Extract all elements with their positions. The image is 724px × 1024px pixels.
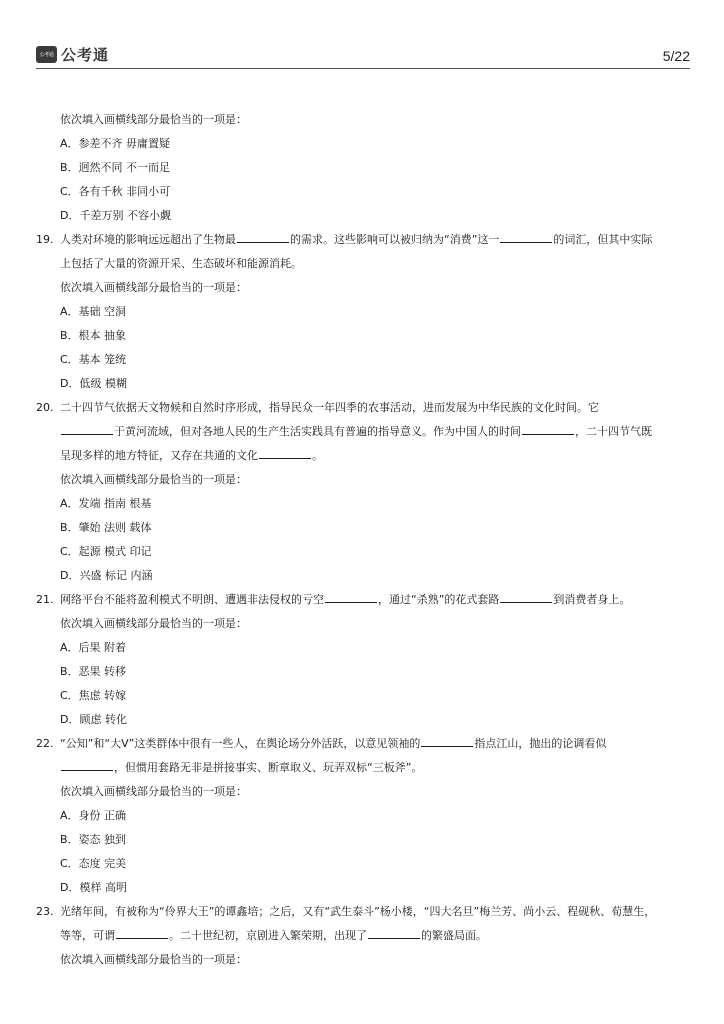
question-20-line-1: 20. 二十四节气依据天文物候和自然时序形成，指导民众一年四季的农事活动，进而发展为中华民族的文化时间。它 [36,396,686,420]
option-c: C．态度 完美 [60,857,127,870]
option-b: B．迥然不同 不一而足 [60,161,171,174]
document-body [36,108,686,972]
fill-blank [237,232,289,243]
header-divider [36,68,690,69]
brand-logo [36,44,109,65]
option-d: D．兴盛 标记 内涵 [60,569,153,582]
question-number: 23. [36,905,54,918]
question-23-line-2: 等等，可谓 。二十世纪初，京剧进入繁荣期，出现了 的繁盛局面。 [60,929,487,942]
fill-blank [61,760,113,771]
fill-blank [421,736,473,747]
fill-blank [368,928,420,939]
page-number: 5/22 [662,48,690,64]
question-number: 22. [36,737,54,750]
option-c: C．起源 模式 印记 [60,545,152,558]
fill-blank [116,928,168,939]
option-c: C．焦虑 转嫁 [60,689,127,702]
option-d: D．千差万别 不容小觑 [60,209,171,222]
question-20-line-2: 于黄河流域，但对各地人民的生产生活实践具有普遍的指导意义。作为中国人的时间 ，二十四节气既 [36,420,686,444]
fill-blank [500,592,552,603]
logo-icon: 公考通 [36,46,57,63]
question-prompt: 依次填入画横线部分最恰当的一项是： [60,473,247,486]
question-prompt: 依次填入画横线部分最恰当的一项是： [60,617,247,630]
question-number: 21. [36,593,54,606]
option-a: A．发端 指南 根基 [60,497,152,510]
fill-blank [61,424,113,435]
option-c: C．各有千秋 非同小可 [60,185,171,198]
question-prompt: 依次填入画横线部分最恰当的一项是： [60,281,247,294]
option-d: D．低级 模糊 [60,377,127,390]
question-20-line-3: 呈现多样的地方特征，又存在共通的文化 。 [60,449,323,462]
question-19-line-1: 19. 人类对环境的影响远远超出了生物最 的需求。这些影响可以被归纳为“消费”这一 的词汇，但其中实际 [36,228,686,252]
option-d: D．模样 高明 [60,881,127,894]
question-prompt: 依次填入画横线部分最恰当的一项是： [60,113,247,126]
option-a: A．身份 正确 [60,809,127,822]
question-prompt: 依次填入画横线部分最恰当的一项是： [60,953,247,966]
question-22-line-2: ，但惯用套路无非是拼接事实、断章取义、玩弄双标“三板斧”。 [36,756,686,780]
fill-blank [500,232,552,243]
question-prompt: 依次填入画横线部分最恰当的一项是： [60,785,247,798]
question-number: 19. [36,233,54,246]
option-a: A．后果 附着 [60,641,127,654]
page-header [36,44,690,68]
option-b: B．肇始 法则 载体 [60,521,152,534]
option-d: D．顾虑 转化 [60,713,127,726]
question-23-line-1: 23. 光绪年间，有被称为“伶界大王”的谭鑫培；之后，又有“武生泰斗”杨小楼，“四大名旦”梅兰芳、尚小云、程砚秋、荀慧生， [36,900,686,924]
fill-blank [259,448,311,459]
option-a: A．基础 空洞 [60,305,127,318]
fill-blank [325,592,377,603]
option-b: B．根本 抽象 [60,329,127,342]
option-a: A．参差不齐 毋庸置疑 [60,137,171,150]
option-b: B．恶果 转移 [60,665,127,678]
fill-blank [522,424,574,435]
question-22-line-1: 22. “公知”和“大V”这类群体中很有一些人，在舆论场分外活跃，以意见领袖的 指点江山，抛出的论调看似 [36,732,686,756]
logo-text: 公考通 [61,46,110,64]
question-number: 20. [36,401,54,414]
option-b: B．姿态 独到 [60,833,127,846]
question-21-line-1: 21. 网络平台不能将盈利模式不明朗、遭遇非法侵权的亏空 ，通过“杀熟”的花式套路 到消费者身上。 [36,588,686,612]
option-c: C．基本 笼统 [60,353,127,366]
question-19-line-2: 上包括了大量的资源开采、生态破坏和能源消耗。 [60,257,302,270]
